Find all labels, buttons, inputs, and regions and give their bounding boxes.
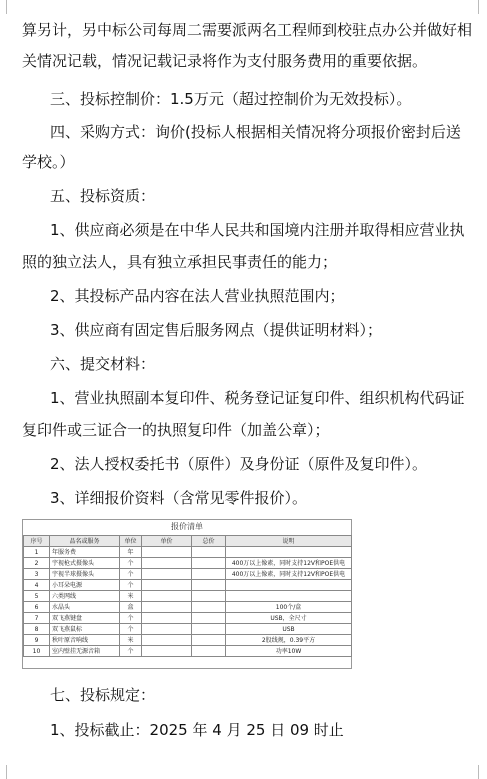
table-header-row bbox=[24, 536, 352, 547]
paragraph: 学校。） bbox=[22, 153, 75, 171]
header-cell: 品名或服务 bbox=[50, 536, 120, 547]
table-cell: 双飞燕键盘 bbox=[50, 613, 120, 624]
table-cell: 宇视枪式摄像头 bbox=[50, 558, 120, 569]
table-cell bbox=[142, 613, 192, 624]
price-list-title: 报价清单 bbox=[171, 522, 203, 531]
table-cell bbox=[192, 635, 226, 646]
section-heading-rules: 七、投标规定： bbox=[50, 686, 156, 704]
table-cell: 8 bbox=[24, 624, 50, 635]
paragraph: 1、营业执照副本复印件、税务登记证复印件、组织机构代码证 bbox=[50, 389, 465, 407]
table-cell: 100个/盒 bbox=[226, 602, 352, 613]
table-cell: 9 bbox=[24, 635, 50, 646]
paragraph: 照的独立法人，具有独立承担民事责任的能力； bbox=[22, 253, 338, 271]
table-cell: 400万以上像素，同时支持12V和POE供电 bbox=[226, 569, 352, 580]
table-cell: 盒 bbox=[120, 602, 142, 613]
table-cell bbox=[142, 602, 192, 613]
table-cell: 个 bbox=[120, 624, 142, 635]
table-cell: 个 bbox=[120, 613, 142, 624]
table-cell bbox=[192, 591, 226, 602]
table-cell bbox=[142, 547, 192, 558]
table-cell bbox=[192, 624, 226, 635]
table-cell: 个 bbox=[120, 580, 142, 591]
table-cell: 功率10W bbox=[226, 646, 352, 657]
paragraph: 2、其投标产品内容在法人营业执照范围内； bbox=[50, 287, 345, 305]
table-cell bbox=[142, 569, 192, 580]
table-row bbox=[24, 580, 352, 591]
table-cell bbox=[192, 547, 226, 558]
table-cell bbox=[192, 580, 226, 591]
table-cell: 个 bbox=[120, 558, 142, 569]
price-list-table-image bbox=[22, 519, 352, 669]
table-cell bbox=[142, 580, 192, 591]
table-cell bbox=[142, 558, 192, 569]
price-list-table bbox=[23, 535, 352, 657]
table-cell: 年 bbox=[120, 547, 142, 558]
table-row bbox=[24, 624, 352, 635]
table-cell: 400万以上像素，同时支持12V和POE供电 bbox=[226, 558, 352, 569]
paragraph: 3、供应商有固定售后服务网点（提供证明材料）； bbox=[50, 321, 383, 339]
paragraph: 复印件或三证合一的执照复印件（加盖公章）； bbox=[22, 421, 330, 439]
table-row bbox=[24, 602, 352, 613]
section-heading-materials: 六、提交材料： bbox=[50, 355, 156, 373]
section-heading-qualification: 五、投标资质： bbox=[50, 187, 156, 205]
table-cell bbox=[226, 547, 352, 558]
table-cell: 室内壁挂无源音箱 bbox=[50, 646, 120, 657]
table-cell bbox=[142, 624, 192, 635]
header-cell: 说明 bbox=[226, 536, 352, 547]
table-cell: 2 bbox=[24, 558, 50, 569]
table-cell: USB bbox=[226, 624, 352, 635]
table-cell: 米 bbox=[120, 635, 142, 646]
table-cell bbox=[192, 646, 226, 657]
table-cell: 宇视半球摄像头 bbox=[50, 569, 120, 580]
table-cell: 小耳朵电源 bbox=[50, 580, 120, 591]
header-cell: 单位 bbox=[120, 536, 142, 547]
table-row bbox=[24, 569, 352, 580]
table-row bbox=[24, 591, 352, 602]
paragraph: 算另计，另中标公司每周二需要派两名工程师到校驻点办公并做好相 bbox=[22, 21, 473, 39]
table-cell bbox=[142, 646, 192, 657]
table-cell: 六类网线 bbox=[50, 591, 120, 602]
table-cell: 3 bbox=[24, 569, 50, 580]
section-heading-purchase-method: 四、采购方式：询价(投标人根据相关情况将分项报价密封后送 bbox=[50, 123, 461, 141]
paragraph-deadline: 1、投标截止：2025 年 4 月 25 日 09 时止 bbox=[50, 721, 344, 739]
table-row bbox=[24, 558, 352, 569]
table-cell bbox=[226, 580, 352, 591]
paragraph: 关情况记载，情况记载记录将作为支付服务费用的重要依据。 bbox=[22, 52, 428, 70]
paragraph: 2、法人授权委托书（原件）及身份证（原件及复印件）。 bbox=[50, 455, 428, 473]
table-cell bbox=[192, 558, 226, 569]
table-cell bbox=[192, 613, 226, 624]
table-row bbox=[24, 646, 352, 657]
table-cell bbox=[142, 635, 192, 646]
header-cell: 单价 bbox=[142, 536, 192, 547]
table-cell bbox=[142, 591, 192, 602]
header-cell: 总价 bbox=[192, 536, 226, 547]
paragraph: 1、供应商必须是在中华人民共和国境内注册并取得相应营业执 bbox=[50, 221, 465, 239]
table-row bbox=[24, 547, 352, 558]
table-cell: 个 bbox=[120, 646, 142, 657]
table-cell: 2股线规，0.39平方 bbox=[226, 635, 352, 646]
table-cell: 年服务费 bbox=[50, 547, 120, 558]
table-cell: 4 bbox=[24, 580, 50, 591]
table-cell: 5 bbox=[24, 591, 50, 602]
header-cell: 序号 bbox=[24, 536, 50, 547]
table-cell: 双飞燕鼠标 bbox=[50, 624, 120, 635]
table-cell bbox=[192, 602, 226, 613]
table-cell bbox=[192, 569, 226, 580]
table-row bbox=[24, 635, 352, 646]
table-cell: USB，全尺寸 bbox=[226, 613, 352, 624]
table-cell: 1 bbox=[24, 547, 50, 558]
table-cell: 米 bbox=[120, 591, 142, 602]
table-cell: 10 bbox=[24, 646, 50, 657]
table-cell: 水晶头 bbox=[50, 602, 120, 613]
table-cell: 秋叶原音响线 bbox=[50, 635, 120, 646]
paragraph: 3、详细报价资料（含常见零件报价）。 bbox=[50, 489, 308, 507]
table-cell: 个 bbox=[120, 569, 142, 580]
table-cell bbox=[226, 591, 352, 602]
table-cell: 7 bbox=[24, 613, 50, 624]
table-cell: 6 bbox=[24, 602, 50, 613]
table-row bbox=[24, 613, 352, 624]
section-heading-control-price: 三、投标控制价：1.5万元（超过控制价为无效投标）。 bbox=[50, 90, 412, 108]
